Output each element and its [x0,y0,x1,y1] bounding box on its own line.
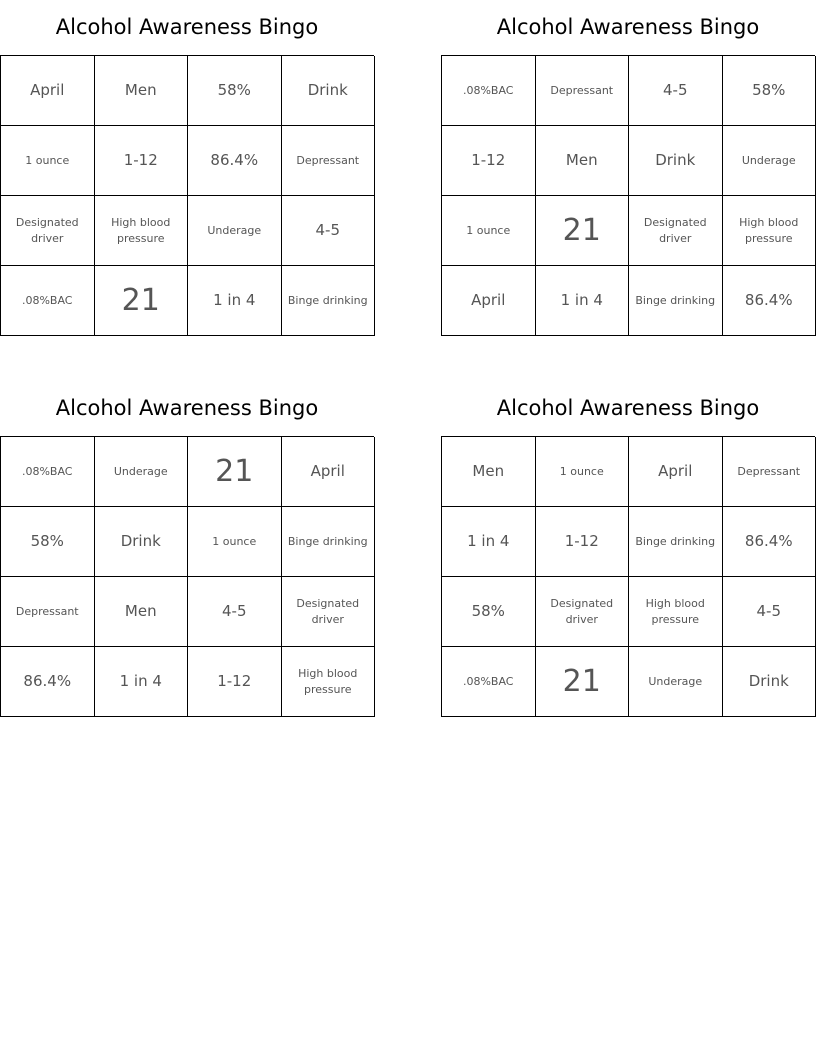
bingo-cell: Designated driver [1,196,95,266]
bingo-cell: 1 ounce [188,507,282,577]
card-title: Alcohol Awareness Bingo [496,396,760,420]
bingo-cell: Designated driver [629,196,723,266]
bingo-cell: Underage [95,437,189,507]
bingo-card-4 [441,381,815,717]
bingo-cell: 1 ounce [536,437,630,507]
bingo-cell: Depressant [1,577,95,647]
bingo-cell: 21 [188,437,282,507]
bingo-cell: 86.4% [723,266,816,336]
bingo-cell: .08%BAC [442,56,536,126]
bingo-cell: 4-5 [188,577,282,647]
bingo-cell: High blood pressure [95,196,189,266]
bingo-cell: Binge drinking [629,507,723,577]
bingo-cell: Drink [95,507,189,577]
bingo-cell: Men [95,56,189,126]
bingo-cell: 58% [188,56,282,126]
bingo-cell: 1 ounce [442,196,536,266]
bingo-cell: 86.4% [188,126,282,196]
bingo-cell: April [442,266,536,336]
bingo-cell: Binge drinking [282,266,376,336]
bingo-cell: 1-12 [536,507,630,577]
bingo-cell: 1-12 [95,126,189,196]
bingo-card-1 [0,0,374,336]
bingo-cell: April [1,56,95,126]
bingo-cell: Depressant [282,126,376,196]
bingo-card-3 [0,381,374,717]
bingo-cell: April [282,437,376,507]
bingo-cell: Drink [629,126,723,196]
card-title: Alcohol Awareness Bingo [55,396,319,420]
bingo-cell: 86.4% [723,507,816,577]
bingo-cell: Underage [723,126,816,196]
bingo-cell: Designated driver [536,577,630,647]
bingo-cell: 1 in 4 [95,647,189,717]
bingo-cell: Binge drinking [629,266,723,336]
bingo-cell: Binge drinking [282,507,376,577]
bingo-cell: Depressant [723,437,816,507]
bingo-cell: Men [95,577,189,647]
bingo-cell: Depressant [536,56,630,126]
card-title: Alcohol Awareness Bingo [496,15,760,39]
bingo-cell: Men [442,437,536,507]
bingo-grid [441,55,815,336]
bingo-cell: 1 ounce [1,126,95,196]
bingo-cell: .08%BAC [1,437,95,507]
bingo-cell: 58% [442,577,536,647]
bingo-cell: 1 in 4 [442,507,536,577]
bingo-grid [0,436,374,717]
bingo-cell: Underage [629,647,723,717]
bingo-cell: 4-5 [282,196,376,266]
bingo-cell: 58% [723,56,816,126]
bingo-cell: High blood pressure [282,647,376,717]
card-title: Alcohol Awareness Bingo [55,15,319,39]
bingo-cell: Drink [723,647,816,717]
bingo-cell: 4-5 [629,56,723,126]
bingo-cell: April [629,437,723,507]
bingo-cell: High blood pressure [723,196,816,266]
bingo-cell: 1 in 4 [536,266,630,336]
bingo-cell: .08%BAC [1,266,95,336]
bingo-cell: 21 [95,266,189,336]
bingo-cell: 21 [536,196,630,266]
bingo-grid [0,55,374,336]
bingo-cell: 1 in 4 [188,266,282,336]
bingo-cell: 58% [1,507,95,577]
bingo-cell: Designated driver [282,577,376,647]
bingo-cell: 21 [536,647,630,717]
bingo-cell: 1-12 [188,647,282,717]
bingo-grid [441,436,815,717]
bingo-cell: Men [536,126,630,196]
bingo-card-2 [441,0,815,336]
bingo-cell: Underage [188,196,282,266]
bingo-cell: 1-12 [442,126,536,196]
bingo-cell: 86.4% [1,647,95,717]
bingo-cell: 4-5 [723,577,816,647]
bingo-cell: High blood pressure [629,577,723,647]
bingo-cell: Drink [282,56,376,126]
bingo-cell: .08%BAC [442,647,536,717]
